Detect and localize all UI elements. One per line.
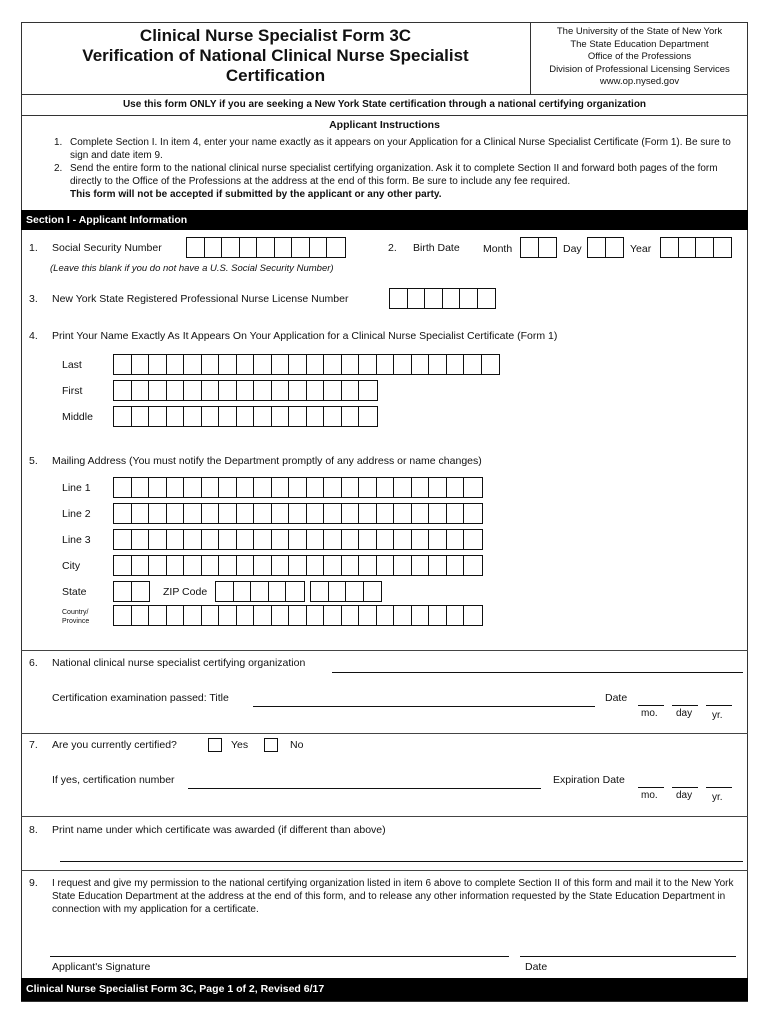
certifying-org-field[interactable] (332, 672, 743, 673)
character-cell[interactable] (254, 407, 272, 426)
character-cell[interactable] (167, 530, 185, 549)
character-cell[interactable] (464, 478, 482, 497)
divider (21, 870, 748, 871)
instruction-warning: This form will not be accepted if submitted by the applicant or any other party. (70, 189, 442, 200)
character-cell[interactable] (447, 606, 465, 625)
character-cell[interactable] (324, 530, 342, 549)
character-cell[interactable] (412, 504, 430, 523)
signature-date-field[interactable] (520, 956, 736, 957)
character-cell[interactable] (394, 504, 412, 523)
character-cell[interactable] (429, 355, 447, 374)
character-cell[interactable] (272, 478, 290, 497)
character-cell[interactable] (184, 606, 202, 625)
character-cell[interactable] (132, 556, 150, 575)
character-cell[interactable] (184, 556, 202, 575)
usage-notice: Use this form ONLY if you are seeking a New York State certification through a national certifying organization (21, 94, 748, 116)
instructions-list: 1. Complete Section I. In item 4, enter your name exactly as it appears on your Application for a Clinical Nurse Specialist Certificate (Form 1). Be sure to sign and date item 9. 2. Send the entire form to the national clinical nurse specialist certifying organization. Ask it to complete Section II and forward both pages of the form directly to the Office of the Professions at the address at the end of this form. Be sure to include any fee required. This form will not be accepted if submitted by the applicant or any other party. (54, 136, 744, 201)
character-cell[interactable] (447, 478, 465, 497)
character-cell[interactable] (132, 381, 150, 400)
character-cell[interactable] (114, 530, 132, 549)
character-cell[interactable] (342, 478, 360, 497)
character-cell[interactable] (254, 381, 272, 400)
character-cell[interactable] (272, 504, 290, 523)
character-cell[interactable] (114, 407, 132, 426)
birth-day-field[interactable] (587, 237, 624, 258)
character-cell[interactable] (237, 606, 255, 625)
character-cell[interactable] (460, 289, 478, 308)
character-cell[interactable] (324, 381, 342, 400)
currently-certified-label: Are you currently certified? (52, 739, 177, 751)
character-cell[interactable] (696, 238, 714, 257)
city-field[interactable] (113, 555, 483, 576)
character-cell[interactable] (149, 407, 167, 426)
character-cell[interactable] (272, 556, 290, 575)
character-cell[interactable] (346, 582, 364, 601)
no-checkbox[interactable] (264, 738, 278, 752)
character-cell[interactable] (114, 556, 132, 575)
character-cell[interactable] (394, 355, 412, 374)
character-cell[interactable] (342, 355, 360, 374)
character-cell[interactable] (202, 407, 220, 426)
character-cell[interactable] (714, 238, 732, 257)
signature-field[interactable] (50, 956, 509, 957)
character-cell[interactable] (187, 238, 205, 257)
address-line1-field[interactable] (113, 477, 483, 498)
character-cell[interactable] (272, 606, 290, 625)
character-cell[interactable] (184, 504, 202, 523)
character-cell[interactable] (222, 238, 240, 257)
character-cell[interactable] (324, 504, 342, 523)
yes-checkbox[interactable] (208, 738, 222, 752)
name-instructions: Print Your Name Exactly As It Appears On Your Application for a Clinical Nurse Specialist Certificate (Form 1) (52, 330, 558, 342)
divider (21, 816, 748, 817)
character-cell[interactable] (292, 238, 310, 257)
instructions-heading: Applicant Instructions (329, 119, 440, 131)
character-cell[interactable] (342, 407, 360, 426)
character-cell[interactable] (272, 407, 290, 426)
character-cell[interactable] (429, 556, 447, 575)
character-cell[interactable] (167, 407, 185, 426)
character-cell[interactable] (606, 238, 624, 257)
character-cell[interactable] (359, 407, 377, 426)
address-line3-field[interactable] (113, 529, 483, 550)
character-cell[interactable] (202, 606, 220, 625)
character-cell[interactable] (377, 478, 395, 497)
character-cell[interactable] (443, 289, 461, 308)
character-cell[interactable] (114, 582, 132, 601)
character-cell[interactable] (114, 381, 132, 400)
birth-date-label: Birth Date (413, 242, 460, 254)
character-cell[interactable] (167, 478, 185, 497)
character-cell[interactable] (464, 556, 482, 575)
character-cell[interactable] (307, 478, 325, 497)
character-cell[interactable] (286, 582, 304, 601)
certificate-name-label: Print name under which certificate was awarded (if different than above) (52, 824, 386, 836)
address-line2-field[interactable] (113, 503, 483, 524)
mailing-address-label: Mailing Address (You must notify the Department promptly of any address or name changes) (52, 455, 482, 467)
character-cell[interactable] (289, 556, 307, 575)
character-cell[interactable] (114, 478, 132, 497)
character-cell[interactable] (184, 355, 202, 374)
character-cell[interactable] (307, 606, 325, 625)
character-cell[interactable] (240, 238, 258, 257)
character-cell[interactable] (324, 478, 342, 497)
character-cell[interactable] (377, 504, 395, 523)
character-cell[interactable] (132, 355, 150, 374)
character-cell[interactable] (167, 504, 185, 523)
character-cell[interactable] (202, 381, 220, 400)
character-cell[interactable] (412, 606, 430, 625)
character-cell[interactable] (184, 381, 202, 400)
character-cell[interactable] (167, 355, 185, 374)
page-footer: Clinical Nurse Specialist Form 3C, Page 1 of 2, Revised 6/17 (21, 978, 748, 1001)
character-cell[interactable] (464, 504, 482, 523)
character-cell[interactable] (377, 355, 395, 374)
first-name-field[interactable] (113, 380, 378, 401)
character-cell[interactable] (390, 289, 408, 308)
character-cell[interactable] (149, 478, 167, 497)
character-cell[interactable] (377, 530, 395, 549)
character-cell[interactable] (464, 606, 482, 625)
character-cell[interactable] (234, 582, 252, 601)
character-cell[interactable] (237, 504, 255, 523)
character-cell[interactable] (447, 504, 465, 523)
character-cell[interactable] (307, 530, 325, 549)
character-cell[interactable] (429, 478, 447, 497)
character-cell[interactable] (254, 556, 272, 575)
cert-number-field[interactable] (188, 788, 541, 789)
agency-block: The University of the State of New York The State Education Department Office of the Professions Division of Professional Licensing Services www.op.nysed.gov (549, 26, 730, 87)
character-cell[interactable] (254, 504, 272, 523)
zip-plus4-field[interactable] (310, 581, 382, 602)
character-cell[interactable] (359, 504, 377, 523)
character-cell[interactable] (521, 238, 539, 257)
character-cell[interactable] (219, 381, 237, 400)
character-cell[interactable] (289, 606, 307, 625)
character-cell[interactable] (237, 530, 255, 549)
character-cell[interactable] (184, 530, 202, 549)
character-cell[interactable] (272, 530, 290, 549)
middle-name-field[interactable] (113, 406, 378, 427)
ssn-field[interactable] (186, 237, 346, 258)
character-cell[interactable] (377, 556, 395, 575)
character-cell[interactable] (307, 355, 325, 374)
exam-title-field[interactable] (253, 706, 595, 707)
character-cell[interactable] (307, 556, 325, 575)
section-header: Section I - Applicant Information (21, 210, 748, 230)
instruction-item: Send the entire form to the national clinical nurse specialist certifying organization. Ask it to complete Section II and forward both pages of the form directly to the Office of the Professions at the address at the end of this form. Be sure to include any fee required. (70, 163, 718, 187)
character-cell[interactable] (254, 478, 272, 497)
character-cell[interactable] (114, 606, 132, 625)
character-cell[interactable] (237, 407, 255, 426)
instruction-item: Complete Section I. In item 4, enter your name exactly as it appears on your Application for a Clinical Nurse Specialist Certificate (Form 1). Be sure to sign and date item 9. (70, 137, 731, 161)
character-cell[interactable] (219, 606, 237, 625)
character-cell[interactable] (394, 606, 412, 625)
character-cell[interactable] (149, 355, 167, 374)
character-cell[interactable] (588, 238, 606, 257)
zip-code-field[interactable] (215, 581, 305, 602)
character-cell[interactable] (478, 289, 496, 308)
character-cell[interactable] (324, 355, 342, 374)
character-cell[interactable] (464, 530, 482, 549)
character-cell[interactable] (202, 478, 220, 497)
character-cell[interactable] (132, 606, 150, 625)
character-cell[interactable] (167, 556, 185, 575)
character-cell[interactable] (342, 504, 360, 523)
exam-title-label: Certification examination passed: Title (52, 692, 229, 704)
character-cell[interactable] (289, 478, 307, 497)
character-cell[interactable] (310, 238, 328, 257)
character-cell[interactable] (219, 407, 237, 426)
character-cell[interactable] (202, 355, 220, 374)
character-cell[interactable] (184, 407, 202, 426)
character-cell[interactable] (237, 556, 255, 575)
state-field[interactable] (113, 581, 150, 602)
character-cell[interactable] (219, 556, 237, 575)
exam-month-field[interactable] (638, 705, 664, 706)
character-cell[interactable] (412, 530, 430, 549)
certifying-org-label: National clinical nurse specialist certifying organization (52, 657, 306, 669)
character-cell[interactable] (272, 355, 290, 374)
license-number-field[interactable] (389, 288, 496, 309)
character-cell[interactable] (289, 355, 307, 374)
character-cell[interactable] (132, 478, 150, 497)
character-cell[interactable] (324, 407, 342, 426)
expiration-year-field[interactable] (706, 787, 732, 788)
character-cell[interactable] (327, 238, 345, 257)
character-cell[interactable] (359, 606, 377, 625)
character-cell[interactable] (269, 582, 287, 601)
divider (21, 733, 748, 734)
character-cell[interactable] (425, 289, 443, 308)
license-number-label: New York State Registered Professional Nurse License Number (52, 293, 349, 305)
character-cell[interactable] (307, 504, 325, 523)
character-cell[interactable] (342, 381, 360, 400)
character-cell[interactable] (132, 407, 150, 426)
character-cell[interactable] (114, 355, 132, 374)
character-cell[interactable] (149, 556, 167, 575)
character-cell[interactable] (237, 478, 255, 497)
character-cell[interactable] (237, 355, 255, 374)
character-cell[interactable] (539, 238, 557, 257)
character-cell[interactable] (359, 381, 377, 400)
ssn-label: Social Security Number (52, 242, 162, 254)
divider (21, 650, 748, 651)
character-cell[interactable] (219, 504, 237, 523)
character-cell[interactable] (447, 530, 465, 549)
country-province-field[interactable] (113, 605, 483, 626)
character-cell[interactable] (661, 238, 679, 257)
character-cell[interactable] (359, 530, 377, 549)
character-cell[interactable] (394, 478, 412, 497)
character-cell[interactable] (132, 504, 150, 523)
expiration-month-field[interactable] (638, 787, 664, 788)
character-cell[interactable] (149, 606, 167, 625)
character-cell[interactable] (202, 504, 220, 523)
character-cell[interactable] (329, 582, 347, 601)
character-cell[interactable] (237, 381, 255, 400)
character-cell[interactable] (307, 381, 325, 400)
character-cell[interactable] (324, 606, 342, 625)
character-cell[interactable] (412, 355, 430, 374)
character-cell[interactable] (447, 556, 465, 575)
birth-month-field[interactable] (520, 237, 557, 258)
character-cell[interactable] (342, 530, 360, 549)
character-cell[interactable] (342, 556, 360, 575)
character-cell[interactable] (254, 355, 272, 374)
character-cell[interactable] (202, 530, 220, 549)
character-cell[interactable] (364, 582, 382, 601)
character-cell[interactable] (254, 530, 272, 549)
character-cell[interactable] (272, 381, 290, 400)
character-cell[interactable] (184, 478, 202, 497)
character-cell[interactable] (289, 504, 307, 523)
character-cell[interactable] (275, 238, 293, 257)
character-cell[interactable] (114, 504, 132, 523)
certificate-name-field[interactable] (60, 861, 743, 862)
character-cell[interactable] (679, 238, 697, 257)
exam-year-field[interactable] (706, 705, 732, 706)
character-cell[interactable] (132, 530, 150, 549)
character-cell[interactable] (257, 238, 275, 257)
character-cell[interactable] (359, 556, 377, 575)
character-cell[interactable] (482, 355, 500, 374)
character-cell[interactable] (359, 478, 377, 497)
character-cell[interactable] (464, 355, 482, 374)
character-cell[interactable] (219, 355, 237, 374)
character-cell[interactable] (219, 530, 237, 549)
exam-day-field[interactable] (672, 705, 698, 706)
character-cell[interactable] (251, 582, 269, 601)
character-cell[interactable] (167, 606, 185, 625)
character-cell[interactable] (289, 530, 307, 549)
character-cell[interactable] (412, 556, 430, 575)
last-name-field[interactable] (113, 354, 500, 375)
character-cell[interactable] (149, 504, 167, 523)
character-cell[interactable] (429, 606, 447, 625)
character-cell[interactable] (324, 556, 342, 575)
birth-year-field[interactable] (660, 237, 732, 258)
character-cell[interactable] (289, 381, 307, 400)
character-cell[interactable] (219, 478, 237, 497)
permission-statement: I request and give my permission to the national certifying organization listed in item 6 above to complete Section II of this form and mail it to the New York State Education Department at the address at the end of this form, and to release any other information requested by the State Education Department in connection with my application for a certificate. (52, 878, 734, 915)
character-cell[interactable] (216, 582, 234, 601)
character-cell[interactable] (311, 582, 329, 601)
character-cell[interactable] (205, 238, 223, 257)
cert-number-label: If yes, certification number (52, 774, 175, 786)
character-cell[interactable] (447, 355, 465, 374)
character-cell[interactable] (202, 556, 220, 575)
character-cell[interactable] (429, 504, 447, 523)
expiration-day-field[interactable] (672, 787, 698, 788)
character-cell[interactable] (412, 478, 430, 497)
form-title: Clinical Nurse Specialist Form 3C Verification of National Clinical Nurse Specialist Certification (21, 22, 531, 94)
character-cell[interactable] (149, 381, 167, 400)
character-cell[interactable] (359, 355, 377, 374)
character-cell[interactable] (149, 530, 167, 549)
character-cell[interactable] (307, 407, 325, 426)
character-cell[interactable] (377, 606, 395, 625)
character-cell[interactable] (394, 556, 412, 575)
character-cell[interactable] (342, 606, 360, 625)
character-cell[interactable] (429, 530, 447, 549)
ssn-note: (Leave this blank if you do not have a U.S. Social Security Number) (50, 263, 334, 274)
character-cell[interactable] (167, 381, 185, 400)
character-cell[interactable] (132, 582, 150, 601)
character-cell[interactable] (394, 530, 412, 549)
character-cell[interactable] (289, 407, 307, 426)
character-cell[interactable] (408, 289, 426, 308)
character-cell[interactable] (254, 606, 272, 625)
